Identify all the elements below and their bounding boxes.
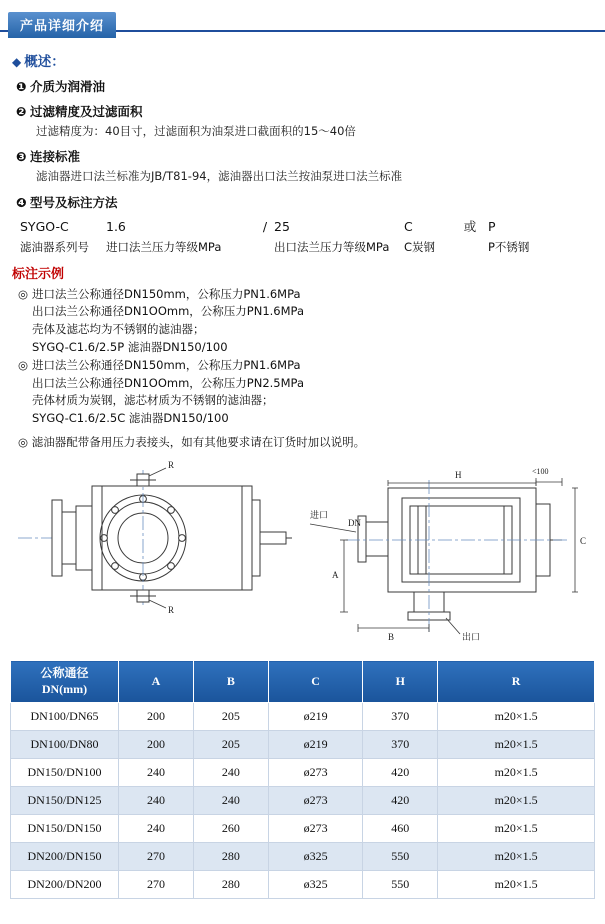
- example-line-7: 壳体材质为炭钢，滤芯材质为不锈钢的滤油器；: [32, 393, 274, 408]
- model-code-series: SYGO-C: [20, 218, 69, 234]
- spec-table: [10, 660, 595, 899]
- page-title: 产品详细介绍: [8, 12, 116, 38]
- item-number: ❹: [16, 194, 27, 210]
- cell-r: m20×1.5: [438, 787, 595, 815]
- overview-desc-2: 过滤精度为：40目寸，过滤面积为油泵进口截面积的15～40倍: [36, 124, 356, 138]
- model-label-inlet-pressure: 进口法兰压力等级MPa: [106, 239, 222, 254]
- cell-h: 370: [363, 731, 438, 759]
- page-header: [0, 8, 605, 38]
- cell-c: ø219: [268, 703, 362, 731]
- cell-a: 270: [119, 843, 194, 871]
- cell-c: ø219: [268, 731, 362, 759]
- table-row: [11, 871, 595, 899]
- cell-dn: DN200/DN150: [11, 843, 119, 871]
- col-header-r: R: [438, 661, 595, 703]
- overview-desc-3: 滤油器进口法兰标准为JB/T81-94，滤油器出口法兰按油泵进口法兰标准: [36, 169, 403, 184]
- cell-b: 240: [193, 787, 268, 815]
- model-label-row: [20, 239, 595, 255]
- cell-r: m20×1.5: [438, 703, 595, 731]
- table-row: [11, 759, 595, 787]
- drawing-label-r-top: R: [168, 460, 175, 470]
- drawing-label-r-bottom: R: [168, 605, 175, 615]
- cell-r: m20×1.5: [438, 731, 595, 759]
- model-code-separator: /: [262, 218, 268, 234]
- table-row: [11, 731, 595, 759]
- cell-a: 270: [119, 871, 194, 899]
- model-code-outlet-pressure: 25: [274, 218, 290, 234]
- drawing-label-a: A: [332, 570, 339, 580]
- cell-dn: DN100/DN80: [11, 731, 119, 759]
- overview-heading: ◆ 概述：: [12, 54, 65, 70]
- cell-b: 205: [193, 731, 268, 759]
- example-line-5: ◎ 进口法兰公称通径DN150mm，公称压力PN1.6MPa: [18, 357, 301, 372]
- content-body: [0, 38, 605, 450]
- cell-r: m20×1.5: [438, 759, 595, 787]
- cell-h: 420: [363, 787, 438, 815]
- drawing-label-outlet: 出口: [462, 633, 481, 643]
- item-label: 过滤精度及过滤面积: [30, 104, 143, 119]
- col-header-h: H: [363, 661, 438, 703]
- cell-dn: DN150/DN125: [11, 787, 119, 815]
- cell-dn: DN100/DN65: [11, 703, 119, 731]
- cell-a: 240: [119, 787, 194, 815]
- item-label: 型号及标注方法: [30, 194, 118, 210]
- diamond-icon: ◆: [12, 55, 22, 69]
- cell-r: m20×1.5: [438, 815, 595, 843]
- example-line-8: SYGQ-C1.6/2.5C 滤油器DN150/100: [32, 411, 229, 426]
- example-line-6: 出口法兰公称通径DN1OOmm，公称压力PN2.5MPa: [32, 375, 304, 390]
- cell-h: 370: [363, 703, 438, 731]
- item-number: ❶: [16, 79, 27, 94]
- cell-c: ø325: [268, 871, 362, 899]
- model-label-outlet-pressure: 出口法兰压力等级MPa: [274, 239, 390, 254]
- drawing-label-h: H: [455, 470, 462, 480]
- cell-h: 550: [363, 871, 438, 899]
- cell-a: 200: [119, 731, 194, 759]
- col-header-b: B: [193, 661, 268, 703]
- cell-a: 200: [119, 703, 194, 731]
- overview-item-2: [16, 102, 595, 120]
- technical-drawing: [10, 456, 595, 656]
- cell-c: ø273: [268, 787, 362, 815]
- model-code-inlet-pressure: 1.6: [106, 218, 126, 234]
- cell-dn: DN150/DN100: [11, 759, 119, 787]
- table-row: [11, 787, 595, 815]
- bullet-icon: ◎: [18, 286, 29, 301]
- col-header-a: A: [119, 661, 194, 703]
- cell-c: ø273: [268, 759, 362, 787]
- model-code-material-c: C: [404, 218, 413, 234]
- table-header-row: [11, 661, 595, 703]
- model-code-or: 或: [463, 218, 477, 234]
- item-number: ❸: [16, 149, 27, 165]
- table-row: [11, 843, 595, 871]
- example-note: ◎ 滤油器配带备用压力表接头，如有其他要求请在订货时加以说明。: [18, 435, 366, 449]
- cell-b: 260: [193, 815, 268, 843]
- drawing-label-dn: DN: [348, 518, 361, 528]
- overview-item-4: [16, 193, 595, 211]
- cell-c: ø273: [268, 815, 362, 843]
- example-line-3: 壳体及滤芯均为不锈钢的滤油器；: [32, 322, 205, 337]
- cell-a: 240: [119, 759, 194, 787]
- cell-b: 280: [193, 843, 268, 871]
- drawing-label-lt100: <100: [532, 467, 549, 476]
- overview-item-3: [16, 147, 595, 165]
- example-line-2: 出口法兰公称通径DN1OOmm，公称压力PN1.6MPa: [32, 304, 304, 319]
- example-heading: 标注示例: [12, 266, 65, 282]
- col-header-c: C: [268, 661, 362, 703]
- cell-r: m20×1.5: [438, 871, 595, 899]
- cell-h: 420: [363, 759, 438, 787]
- cell-h: 460: [363, 815, 438, 843]
- cell-dn: DN200/DN200: [11, 871, 119, 899]
- model-code-row: [20, 217, 595, 235]
- bullet-icon: ◎: [18, 357, 29, 372]
- example-line-1: ◎ 进口法兰公称通径DN150mm，公称压力PN1.6MPa: [18, 286, 301, 301]
- model-label-series: 滤油器系列号: [20, 239, 89, 254]
- cell-b: 205: [193, 703, 268, 731]
- table-row: [11, 703, 595, 731]
- cell-a: 240: [119, 815, 194, 843]
- table-row: [11, 815, 595, 843]
- model-label-material-c: C炭钢: [404, 239, 436, 254]
- cell-r: m20×1.5: [438, 843, 595, 871]
- model-code-material-p: P: [488, 218, 496, 234]
- cell-c: ø325: [268, 843, 362, 871]
- cell-h: 550: [363, 843, 438, 871]
- example-line-4: SYGQ-C1.6/2.5P 滤油器DN150/100: [32, 339, 228, 354]
- cell-dn: DN150/DN150: [11, 815, 119, 843]
- drawing-label-inlet: 进口: [310, 511, 329, 521]
- drawing-label-b: B: [388, 632, 395, 642]
- item-label: 介质为润滑油: [30, 79, 106, 94]
- model-code-block: [20, 217, 595, 255]
- spec-table-wrap: [0, 660, 605, 909]
- item-label: 连接标准: [30, 149, 81, 165]
- overview-item-1: [16, 77, 595, 95]
- col-header-dn: 公称通径 DN(mm): [11, 661, 119, 703]
- cell-b: 280: [193, 871, 268, 899]
- model-label-material-p: P不锈钢: [488, 239, 530, 254]
- item-number: ❷: [16, 104, 27, 119]
- cell-b: 240: [193, 759, 268, 787]
- drawing-label-c: C: [580, 536, 587, 546]
